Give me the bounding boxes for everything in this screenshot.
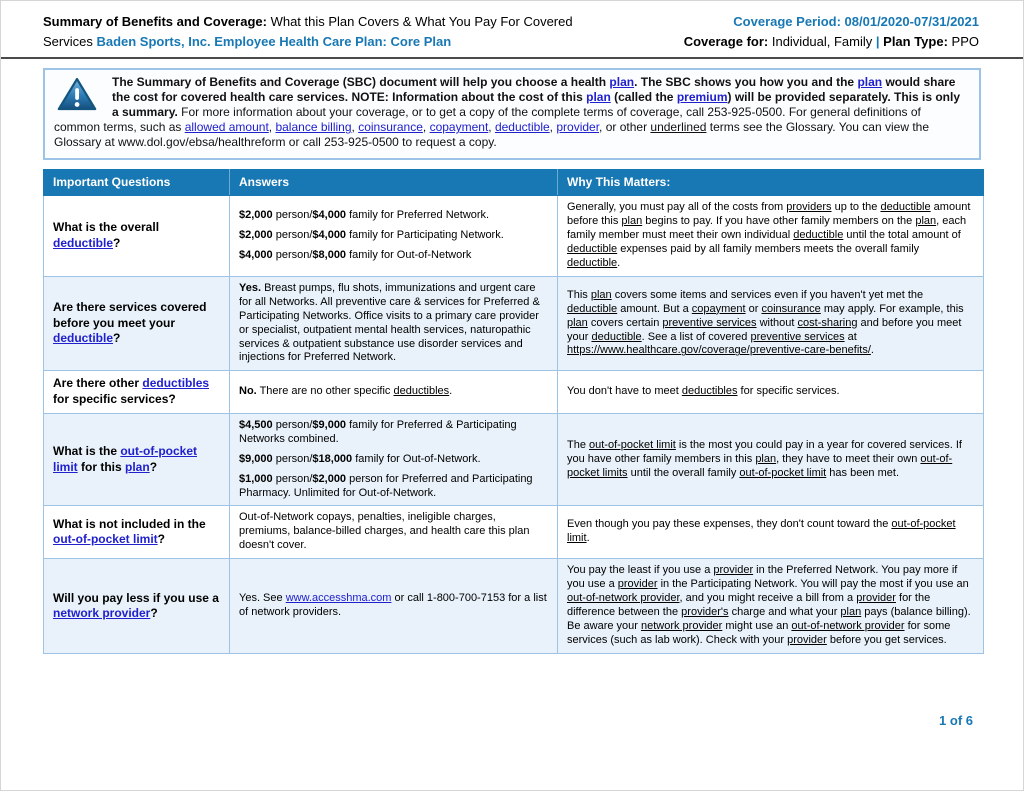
text-segment: family for Preferred Network. (346, 208, 490, 221)
answer-paragraph (239, 249, 548, 263)
answer-cell (230, 371, 558, 413)
term-link[interactable]: balance billing (275, 120, 352, 135)
benefits-table (43, 169, 984, 655)
column-header-answers: Answers (230, 169, 558, 195)
term-link[interactable]: provider (556, 120, 600, 135)
text-segment: at (844, 330, 857, 343)
text-segment: family for Out-of-Network. (352, 452, 481, 465)
text-segment: deductible (567, 242, 618, 255)
text-segment: deductible (567, 256, 618, 269)
text-segment: , (549, 120, 557, 135)
text-segment: up to the (831, 200, 881, 213)
text-segment: Even though you pay these expenses, they don't count toward the (567, 518, 892, 531)
answer-cell (230, 276, 558, 371)
text-segment: PPO (947, 33, 979, 49)
text-segment: underlined (650, 120, 707, 135)
text-segment: $4,500 (239, 418, 273, 431)
text-segment: family for Out-of-Network (346, 248, 472, 261)
table-row-network-provider (44, 559, 984, 654)
text-segment: What is the (53, 443, 121, 458)
text-segment: https://www.healthcare.gov/coverage/preventive-care-benefits/ (567, 344, 871, 357)
text-segment: , (422, 120, 430, 135)
intro-notice-box (43, 68, 981, 160)
text-segment: $2,000 (312, 472, 347, 485)
question-cell (44, 195, 230, 276)
question-cell (44, 371, 230, 413)
text-segment: network provider (640, 620, 723, 633)
text-segment: , and you might receive a bill from a (679, 592, 857, 605)
text-segment: provider (787, 634, 827, 647)
answer-paragraph (239, 419, 548, 447)
text-segment: , (268, 120, 276, 135)
why-cell (558, 195, 984, 276)
text-segment: The (567, 438, 590, 451)
text-segment: or (745, 302, 762, 315)
title-line-2 (43, 32, 573, 52)
text-segment: . (870, 344, 874, 357)
text-segment: deductible (793, 228, 844, 241)
text-segment: Are there other (53, 376, 143, 391)
answer-paragraph (239, 453, 548, 467)
text-segment: expenses paid by all family members meets the overall family (617, 242, 920, 255)
title-line-1 (43, 12, 573, 32)
text-segment: coinsurance (761, 302, 821, 315)
text-segment: would share the cost for covered health care services. NOTE: Information about the cost of this (112, 75, 956, 105)
text-segment: ? (157, 532, 165, 547)
text-segment: amount before this (567, 200, 971, 227)
text-segment: person/ (272, 208, 313, 221)
text-segment: family for Participating Network. (346, 228, 504, 241)
text-segment: No. (239, 385, 257, 398)
header-divider (1, 57, 1023, 59)
text-segment: ? (150, 606, 158, 621)
coverage-meta-block (684, 12, 979, 51)
text-segment: deductible (880, 200, 931, 213)
text-segment: , each family member must meet their own individual (567, 214, 967, 241)
page-number: 1 of 6 (939, 713, 973, 728)
question-cell (44, 276, 230, 371)
answer-paragraph (239, 511, 548, 553)
text-segment: $2,000 (239, 228, 273, 241)
text-segment: . (586, 532, 590, 545)
text-segment: Are there services covered before you meet your (53, 300, 207, 330)
text-segment: There are no other specific (256, 385, 394, 398)
answer-paragraph (239, 229, 548, 243)
text-segment: Yes. See (239, 592, 286, 605)
answer-paragraph (239, 385, 548, 399)
text-segment: ? (113, 235, 121, 250)
answer-cell (230, 559, 558, 654)
term-link[interactable]: out-of-pocket limit (53, 443, 197, 474)
text-segment: person/ (272, 472, 313, 485)
text-segment: . See a list of covered (641, 330, 751, 343)
text-segment: providers (786, 200, 832, 213)
text-segment: family for Preferred & Participating Networks combined. (239, 418, 517, 445)
text-segment: until the total amount of (843, 228, 961, 241)
text-segment: , (488, 120, 495, 135)
text-segment: terms see the Glossary. You can view the Glossary at www.dol.gov/ebsa/healthreform or call 253-925-0500 to request a copy. (54, 120, 930, 150)
answer-paragraph (239, 282, 548, 366)
answer-cell (230, 506, 558, 559)
term-link[interactable]: copayment (429, 120, 489, 135)
term-link[interactable]: deductibles (142, 376, 210, 391)
text-segment: $9,000 (312, 418, 347, 431)
table-row-not-included-in-limit (44, 506, 984, 559)
column-header-important-questions: Important Questions (44, 169, 230, 195)
text-segment: Coverage for: (683, 33, 769, 49)
text-segment: for specific services? (53, 392, 176, 407)
term-link[interactable]: network provider (53, 606, 151, 621)
text-segment: until the overall family (627, 466, 740, 479)
text-segment: Breast pumps, flu shots, immunizations and urgent care for all Networks. All preventive care & services for Preferred & Participating Networks. Office visits to a primary care provider or specialist, outpatient mental health services, naturopathic services & outpatient substance use disorder services and injections for Preferred Network. (239, 281, 540, 364)
text-segment: has been met. (826, 466, 900, 479)
term-link[interactable]: deductible (494, 120, 550, 135)
text-segment: covers some items and services even if you haven't yet met the (611, 288, 924, 301)
term-link[interactable]: plan (609, 75, 635, 89)
intro-paragraph (54, 75, 960, 149)
text-segment: (called the (610, 90, 677, 105)
text-segment: plan (590, 288, 612, 301)
text-segment: What is the overall (53, 220, 160, 235)
text-segment: $18,000 (312, 452, 353, 465)
text-segment: plan (915, 214, 937, 227)
text-segment: person/ (272, 452, 313, 465)
table-header-row (44, 169, 984, 195)
text-segment: for specific services. (737, 385, 840, 398)
text-segment: covers certain (587, 316, 663, 329)
text-segment: What is not included in the (53, 516, 206, 531)
answer-cell (230, 413, 558, 506)
text-segment: provider (617, 578, 658, 591)
text-segment: out-of-pocket limit (589, 438, 676, 451)
why-cell (558, 371, 984, 413)
text-segment: Plan Type: (879, 33, 948, 49)
why-cell (558, 559, 984, 654)
text-segment: for this (77, 459, 126, 474)
why-cell (558, 413, 984, 506)
text-segment: provider (856, 592, 896, 605)
text-segment: pays (balance billing). Be aware your (567, 606, 971, 633)
document-header (1, 1, 1023, 53)
text-segment: for the difference between the (567, 592, 931, 619)
text-segment: For more information about your coverage, or to get a copy of the complete terms of coverage, call 253-925-0500. For general definitions of common terms, such as (54, 105, 921, 135)
text-segment: person/ (272, 418, 313, 431)
text-segment: might use an (722, 620, 792, 633)
question-cell (44, 413, 230, 506)
text-segment: $2,000 (239, 208, 273, 221)
text-segment: for some services (such as lab work). Check with your (567, 620, 951, 647)
term-link[interactable]: allowed amount (184, 120, 269, 135)
text-segment: out-of-pocket limits (567, 452, 953, 479)
text-segment: is the most you could pay in a year for covered services. If you have other family members in this (567, 438, 962, 465)
text-segment: or call 1-800-700-7153 for a list of network providers. (239, 592, 547, 619)
text-segment: The Summary of Benefits and Coverage (SBC) document will help you choose a health (112, 75, 610, 89)
text-segment: amount. But a (617, 302, 692, 315)
text-segment: may apply. For example, this (820, 302, 964, 315)
warning-triangle-icon (57, 77, 97, 112)
text-segment: Out-of-Network copays, penalties, ineligible charges, premiums, balance-billed charges, and health care this plan doesn't cover. (239, 511, 530, 552)
why-cell (558, 506, 984, 559)
text-segment: deductible (567, 302, 618, 315)
table-row-services-before-deductible (44, 276, 984, 371)
answer-paragraph (239, 473, 548, 501)
text-segment: $4,000 (239, 248, 273, 261)
term-link[interactable]: plan (125, 459, 150, 474)
text-segment: $9,000 (239, 452, 273, 465)
column-header-why-this-matters: Why This Matters: (558, 169, 984, 195)
text-segment: Summary of Benefits and Coverage: (43, 14, 267, 29)
text-segment: plan (621, 214, 643, 227)
text-segment: , or other (599, 120, 651, 135)
text-segment: $4,000 (312, 228, 347, 241)
text-segment: begins to pay. If you have other family members on the (642, 214, 916, 227)
answer-cell (230, 195, 558, 276)
text-segment: What this Plan Covers & What You Pay For Covered (266, 14, 573, 29)
term-link[interactable]: plan (586, 90, 611, 105)
text-segment: . (449, 385, 453, 398)
text-segment: copayment (691, 302, 746, 315)
text-segment: This (567, 288, 591, 301)
term-link[interactable]: plan (857, 75, 883, 89)
text-segment: provider (713, 564, 754, 577)
text-segment: $8,000 (312, 248, 347, 261)
text-segment: , (351, 120, 359, 135)
answer-paragraph (239, 592, 548, 620)
text-segment: Will you pay less if you use a (53, 590, 219, 605)
text-segment: without (756, 316, 798, 329)
text-segment: out-of-pocket limit (567, 518, 956, 545)
text-segment: You pay the least if you use a (567, 564, 714, 577)
text-segment: ? (149, 459, 158, 474)
text-segment: . (617, 256, 621, 269)
text-segment: preventive services (662, 316, 757, 329)
term-link[interactable]: deductible (53, 331, 114, 346)
text-segment: before you get services. (826, 634, 947, 647)
text-segment: in the Preferred Network. You pay more if you use a (567, 564, 958, 591)
text-segment: deductibles (393, 385, 450, 398)
text-segment: deductibles (681, 385, 738, 398)
text-segment: Baden Sports, Inc. Employee Health Care Plan: Core Plan (96, 33, 452, 49)
text-segment: Yes. (239, 281, 262, 294)
text-segment: person for Preferred and Participating Pharmacy. Unlimited for Out-of-Network. (239, 472, 533, 499)
text-segment: preventive services (750, 330, 845, 343)
text-segment: $1,000 (239, 472, 273, 485)
text-segment: person/ (272, 248, 313, 261)
term-link[interactable]: www.accesshma.com (285, 592, 392, 605)
text-segment: charge and what your (728, 606, 841, 619)
text-segment: out-of-pocket limit (739, 466, 827, 479)
term-link[interactable]: deductible (53, 235, 114, 250)
term-link[interactable]: coinsurance (358, 120, 423, 135)
text-segment: out-of-network provider (567, 592, 680, 605)
text-segment: deductible (591, 330, 642, 343)
text-segment: plan (567, 316, 588, 329)
answer-paragraph (239, 209, 548, 223)
table-row-out-of-pocket-limit (44, 413, 984, 506)
text-segment: plan (755, 452, 777, 465)
text-segment: | (875, 33, 880, 49)
coverage-period: Coverage Period: 08/01/2020-07/31/2021 (733, 14, 979, 29)
text-segment: . The SBC shows you how you and the (634, 75, 858, 89)
text-segment: ? (113, 331, 121, 346)
text-segment: in the Participating Network. You will pay the most if you use an (657, 578, 969, 591)
text-segment: cost-sharing (797, 316, 858, 329)
text-segment: Individual, Family (768, 33, 876, 49)
coverage-for-line (684, 32, 979, 52)
text-segment: $4,000 (312, 208, 347, 221)
document-title-block (43, 12, 573, 51)
why-cell (558, 276, 984, 371)
text-segment: provider's (681, 606, 729, 619)
text-segment: person/ (272, 228, 313, 241)
text-segment: and before you meet your (567, 316, 962, 343)
question-cell (44, 559, 230, 654)
table-row-overall-deductible (44, 195, 984, 276)
term-link[interactable]: out-of-pocket limit (53, 532, 158, 547)
question-cell (44, 506, 230, 559)
text-segment: You don't have to meet (567, 385, 682, 398)
text-segment: , they have to meet their own (776, 452, 921, 465)
text-segment: out-of-network provider (791, 620, 905, 633)
text-segment: plan (840, 606, 862, 619)
text-segment: Services (43, 33, 97, 49)
text-segment: Generally, you must pay all of the costs from (567, 200, 787, 213)
text-segment: ) will be provided separately. This is only a summary. (112, 90, 961, 120)
term-link[interactable]: premium (676, 90, 728, 105)
table-row-other-deductibles (44, 371, 984, 413)
